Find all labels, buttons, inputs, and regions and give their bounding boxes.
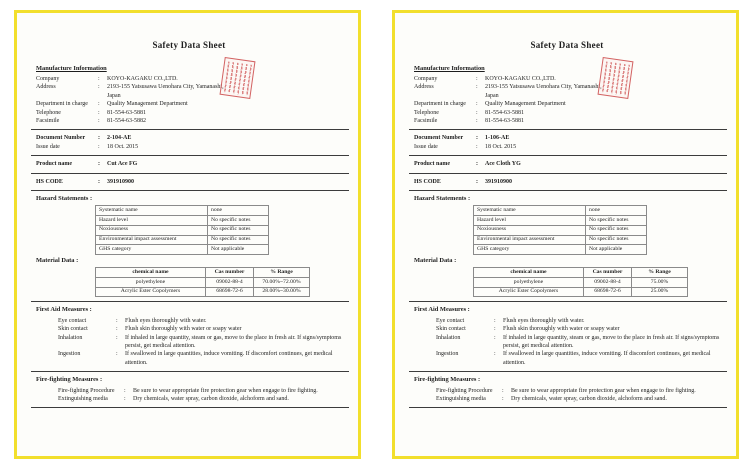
info-row-product-name [36,160,342,168]
first-aid-row-eye-contact [436,317,720,325]
colon: : [124,387,126,394]
first-aid-row-ingestion [436,350,720,367]
hazard-row [474,225,647,235]
colon: : [116,317,118,324]
hs-code-section [36,178,342,186]
hazard-row [96,235,269,245]
first-aid-section [36,306,342,367]
hazard-table [473,205,647,254]
section-divider [409,407,727,408]
fire-row-extinguishing-media [436,395,720,403]
row-value: If swallowed in large quantities, induce vomiting. If discomfort continues, get medical attention. [125,351,333,366]
manufacture-section [36,65,342,126]
product-section [414,160,720,168]
section-divider [409,190,727,191]
section-divider [409,371,727,372]
row-label: Document Number [36,135,86,142]
material-col-header: Cas number [206,268,254,278]
material-col-header: Cas number [584,268,632,278]
fire-row-procedure [58,387,342,395]
row-label: Telephone [36,109,61,116]
hazard-label: Environmental impact assessment [96,235,208,245]
hazard-row [474,235,647,245]
hazard-heading: Hazard Statements : [414,194,471,202]
row-value: Be sure to wear appropriate fire protection gear when engage to fire fighting. [511,387,696,394]
material-range: 70.00%~72.00% [254,278,310,288]
row-value: 81-554-63-5881 [485,118,524,125]
section-divider [31,301,349,302]
first-aid-row-inhalation [58,334,342,351]
row-label: Company [414,76,438,83]
manufacture-heading: Manufacture Information [36,64,107,72]
row-label: HS CODE [414,178,441,185]
colon: : [98,101,100,108]
colon: : [116,326,118,333]
section-divider [409,301,727,302]
row-label: HS CODE [36,178,63,185]
info-row-department [414,100,720,108]
row-label: Eye contact [436,317,465,324]
hazard-heading: Hazard Statements : [36,194,93,202]
section-divider [31,129,349,130]
material-col-header: chemical name [474,268,584,278]
section-divider [409,129,727,130]
row-value: 2-104-AE [107,135,132,142]
material-heading: Material Data : [36,256,79,264]
material-table [473,267,688,297]
section-divider [409,173,727,174]
fire-fighting-heading: Fire-fighting Measures : [414,376,481,384]
hazard-row [96,216,269,226]
section-divider [31,371,349,372]
colon: : [476,109,478,116]
row-label: Telephone [414,109,439,116]
hazard-value: No specific notes [208,235,269,245]
row-value: 391910900 [485,178,512,185]
material-table [95,267,310,297]
colon: : [476,118,478,125]
hazard-value: Not applicable [208,245,269,255]
hazard-table [95,205,269,254]
colon: : [116,334,118,341]
material-heading: Material Data : [414,256,457,264]
colon: : [98,84,100,91]
hazard-label: Hazard level [474,216,586,226]
material-cas: 09002-88-4 [584,278,632,288]
row-value: If inhaled in large quantity, steam or gas, move to the place in fresh air. If signs/symptoms persist, get medical attention. [503,334,720,350]
colon: : [476,101,478,108]
colon: : [476,178,478,185]
hazard-value: No specific notes [208,216,269,226]
manufacture-section [414,65,720,126]
first-aid-heading: First Aid Measures : [414,306,470,314]
hazard-value: No specific notes [586,235,647,245]
material-cas: 09002-88-4 [206,278,254,288]
material-range: 75.00% [632,278,688,288]
colon: : [494,317,496,324]
material-row [474,278,688,288]
fire-fighting-heading: Fire-fighting Measures : [36,376,103,384]
colon: : [98,135,100,142]
info-row-address [36,83,342,100]
material-range: 25.00% [632,287,688,297]
hazard-label: Hazard level [96,216,208,226]
hazard-section [414,195,720,255]
material-col-header: % Range [632,268,688,278]
row-value: 391910900 [107,178,134,185]
first-aid-row-skin-contact [436,325,720,333]
first-aid-section [414,306,720,367]
colon: : [98,161,100,168]
row-label: Department in charge [36,101,88,108]
row-label: Extinguishing media [58,396,108,403]
colon: : [476,84,478,91]
row-value: KOYO-KAGAKU CO.,LTD. [107,76,178,83]
document-info-section [36,134,342,151]
material-chemical: polyethylene [474,278,584,288]
colon: : [476,161,478,168]
red-seal-stamp-icon [598,57,634,99]
row-label: Facsimile [414,118,438,125]
colon: : [124,396,126,403]
material-chemical: Acrylic Ester Copolymers [96,287,206,297]
row-label: Fire-fighting Procedure [436,387,493,394]
row-value: 2193-155 Yatsusawa Uenohara City, Yamanashi, Japan [485,84,602,99]
info-row-issue-date [414,143,720,151]
colon: : [116,351,118,358]
row-value: Be sure to wear appropriate fire protection gear when engage to fire fighting. [133,387,318,394]
material-section [36,257,342,298]
first-aid-row-skin-contact [58,325,342,333]
colon: : [98,143,100,150]
hazard-value: Not applicable [586,245,647,255]
row-value: Flush skin thoroughly with water or soapy water [125,326,242,333]
fire-row-procedure [436,387,720,395]
row-value: Quality Management Department [107,101,188,108]
info-row-address [414,83,720,100]
row-label: Skin contact [436,326,466,333]
row-value: Flush eyes thoroughly with water. [503,317,585,324]
row-value: If inhaled in large quantity, steam or gas, move to the place in fresh air. If signs/symptoms persist, get medical attention. [125,334,342,350]
material-cas: 68698-72-6 [584,287,632,297]
document-page [395,13,736,456]
row-label: Ingestion [436,351,459,358]
colon: : [494,326,496,333]
material-row [96,287,310,297]
hazard-label: Environmental impact assessment [474,235,586,245]
row-label: Issue date [414,143,438,150]
row-label: Inhalation [58,334,83,341]
row-label: Skin contact [58,326,88,333]
hazard-row [474,245,647,255]
section-divider [409,155,727,156]
stamp-marks [223,61,251,95]
material-header-row [96,268,310,278]
row-label: Product name [414,161,451,168]
colon: : [98,109,100,116]
product-section [36,160,342,168]
row-label: Product name [36,161,73,168]
colon: : [98,118,100,125]
section-divider [31,190,349,191]
document-title: Safety Data Sheet [152,40,226,50]
sds-document [14,10,361,459]
row-value: Dry chemicals, water spray, carbon dioxide, alchoform and sand. [511,396,667,403]
row-value: Flush skin thoroughly with water or soapy water [503,326,620,333]
section-divider [31,155,349,156]
row-value: Ace Cloth YG [485,161,521,168]
hazard-value: No specific notes [586,216,647,226]
row-label: Company [36,76,60,83]
manufacture-heading: Manufacture Information [414,64,485,72]
material-col-header: chemical name [96,268,206,278]
info-row-company [36,75,342,83]
material-row [96,278,310,288]
row-value: 18 Oct. 2015 [485,143,517,150]
sds-document [392,10,739,459]
row-label: Extinguishing media [436,396,486,403]
first-aid-row-inhalation [436,334,720,351]
section-divider [31,407,349,408]
row-value: Dry chemicals, water spray, carbon dioxide, alchoform and sand. [133,396,289,403]
row-value: 2193-155 Yatsusawa Uenohara City, Yamanashi, Japan [107,84,224,99]
row-label: Fire-fighting Procedure [58,387,115,394]
colon: : [494,334,496,341]
info-row-hs-code [414,178,720,186]
hs-code-section [414,178,720,186]
hazard-label: Systematic name [96,206,208,216]
row-label: Eye contact [58,317,87,324]
row-value: KOYO-KAGAKU CO.,LTD. [485,76,556,83]
row-label: Ingestion [58,351,81,358]
red-seal-stamp-icon [220,57,256,99]
info-row-document-number [36,134,342,142]
material-cas: 68698-72-6 [206,287,254,297]
hazard-label: Systematic name [474,206,586,216]
material-chemical: Acrylic Ester Copolymers [474,287,584,297]
hazard-label: Noxiousness [474,225,586,235]
row-label: Department in charge [414,101,466,108]
document-page [17,13,358,456]
row-label: Document Number [414,135,464,142]
row-value: Flush eyes thoroughly with water. [125,317,207,324]
info-row-document-number [414,134,720,142]
row-label: Facsimile [36,118,60,125]
hazard-row [96,225,269,235]
hazard-label: GHS category [96,245,208,255]
colon: : [502,396,504,403]
row-label: Address [414,84,434,91]
material-row [474,287,688,297]
colon: : [476,76,478,83]
row-value: 81-554-63-5881 [107,109,146,116]
row-value: If swallowed in large quantities, induce vomiting. If discomfort continues, get medical attention. [503,351,711,366]
document-title: Safety Data Sheet [530,40,604,50]
hazard-section [36,195,342,255]
hazard-value: No specific notes [586,225,647,235]
first-aid-row-ingestion [58,350,342,367]
info-row-facsimile [36,117,342,125]
stamp-marks [601,61,629,95]
colon: : [476,135,478,142]
row-label: Inhalation [436,334,461,341]
hazard-row [96,245,269,255]
material-section [414,257,720,298]
material-header-row [474,268,688,278]
fire-fighting-section [36,376,342,403]
info-row-telephone [414,109,720,117]
row-value: 81-554-63-5881 [485,109,524,116]
row-value: Cut Ace FG [107,161,138,168]
row-value: 1-106-AE [485,135,510,142]
documents-row [14,10,739,459]
section-divider [31,173,349,174]
info-row-issue-date [36,143,342,151]
row-label: Issue date [36,143,60,150]
fire-fighting-section [414,376,720,403]
hazard-value: No specific notes [208,225,269,235]
material-col-header: % Range [254,268,310,278]
colon: : [476,143,478,150]
first-aid-row-eye-contact [58,317,342,325]
info-row-telephone [36,109,342,117]
material-range: 28.00%~30.00% [254,287,310,297]
hazard-row [96,206,269,216]
info-row-company [414,75,720,83]
info-row-hs-code [36,178,342,186]
colon: : [98,178,100,185]
material-chemical: polyethylene [96,278,206,288]
row-value: 81-554-63-5882 [107,118,146,125]
info-row-department [36,100,342,108]
row-value: Quality Management Department [485,101,566,108]
hazard-label: Noxiousness [96,225,208,235]
row-label: Address [36,84,56,91]
colon: : [98,76,100,83]
info-row-facsimile [414,117,720,125]
hazard-value: none [208,206,269,216]
first-aid-heading: First Aid Measures : [36,306,92,314]
hazard-row [474,206,647,216]
hazard-row [474,216,647,226]
fire-row-extinguishing-media [58,395,342,403]
info-row-product-name [414,160,720,168]
hazard-value: none [586,206,647,216]
document-info-section [414,134,720,151]
row-value: 18 Oct. 2015 [107,143,139,150]
colon: : [494,351,496,358]
hazard-label: GHS category [474,245,586,255]
colon: : [502,387,504,394]
